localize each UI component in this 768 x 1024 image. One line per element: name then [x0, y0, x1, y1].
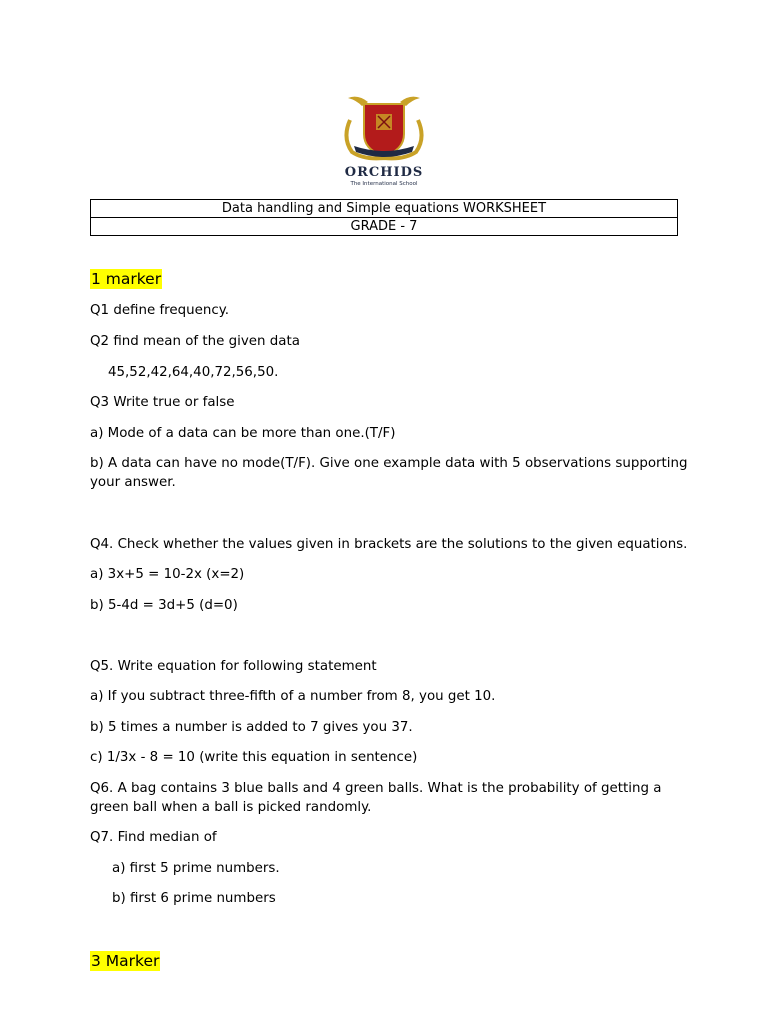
question-3a: a) Mode of a data can be more than one.(T/F): [90, 426, 396, 441]
question-4b: b) 5-4d = 3d+5 (d=0): [90, 598, 238, 613]
question-2-data: 45,52,42,64,40,72,56,50.: [108, 365, 279, 380]
question-4: Q4. Check whether the values given in brackets are the solutions to the given equations.: [90, 537, 688, 552]
question-3b: b) A data can have no mode(T/F). Give one example data with 5 observations supporting your answer.: [90, 456, 688, 490]
question-5c: c) 1/3x - 8 = 10 (write this equation in sentence): [90, 750, 418, 765]
grade-label: GRADE - 7: [91, 218, 678, 236]
question-7a: a) first 5 prime numbers.: [112, 861, 280, 876]
question-5b: b) 5 times a number is added to 7 gives you 37.: [90, 720, 413, 735]
question-1: Q1 define frequency.: [90, 303, 229, 318]
worksheet-header-table: [90, 199, 678, 236]
question-5: Q5. Write equation for following statement: [90, 659, 377, 674]
question-3: Q3 Write true or false: [90, 395, 235, 410]
question-7b: b) first 6 prime numbers: [112, 891, 276, 906]
question-6: Q6. A bag contains 3 blue balls and 4 green balls. What is the probability of getting a green ball when a ball is picked randomly.: [90, 781, 662, 815]
question-4a: a) 3x+5 = 10-2x (x=2): [90, 567, 245, 582]
section-3-marker: 3 Marker: [91, 952, 160, 970]
logo-tagline: The International School: [350, 181, 418, 187]
question-2: Q2 find mean of the given data: [90, 334, 300, 349]
worksheet-title: Data handling and Simple equations WORKSHEET: [91, 200, 678, 218]
section-1-marker: 1 marker: [91, 270, 162, 288]
question-5a: a) If you subtract three-fifth of a number from 8, you get 10.: [90, 689, 496, 704]
question-7: Q7. Find median of: [90, 830, 217, 845]
school-logo: [328, 90, 440, 188]
logo-name: ORCHIDS: [344, 165, 424, 180]
